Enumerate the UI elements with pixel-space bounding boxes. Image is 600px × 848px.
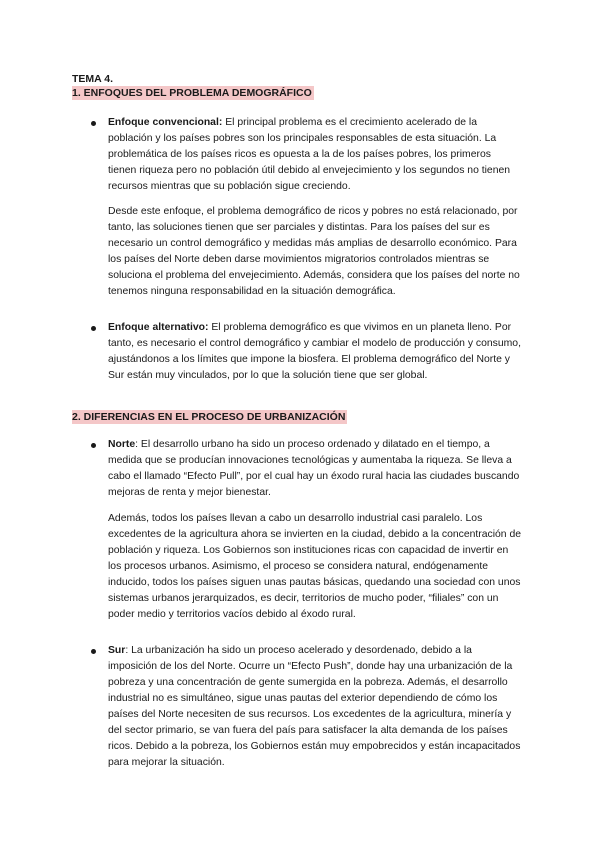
list-item-norte [108, 437, 522, 501]
section-heading-text: 2. DIFERENCIAS EN EL PROCESO DE URBANIZACIÓN [72, 411, 346, 423]
section-heading-enfoques [72, 86, 314, 101]
item-text: El problema demográfico es que vivimos en un planeta lleno. Por tanto, es necesario el control demográfico y cambiar el modelo de producción y consumo, ajustándonos a los límites que impone la biosfera. El problema demográfico del Norte y Sur están muy vinculados, por lo que la solución tiene que ser global. [108, 322, 521, 381]
paragraph-enfoque-convencional-continuation: Desde este enfoque, el problema demográfico de ricos y pobres no está relacionado, por tanto, las soluciones tienen que ser parciales y distintas. Para los países del sur es necesario un control demográfico y medidas más amplias de desarrollo económico. Para los países del Norte deben darse movimientos migratorios controlados mientras se soluciona el problema del envejecimiento. Además, considera que los países del norte no tenemos ninguna responsabilidad en la situación demográfica. [108, 206, 520, 297]
list-item-enfoque-alternativo [108, 320, 522, 384]
list-item-sur [108, 643, 522, 771]
bullet-icon [91, 121, 96, 126]
item-text: El principal problema es el crecimiento acelerado de la población y los países pobres son los principales responsables de esta situación. La problemática de los países ricos es opuesta a la de los países pobres, los primeros tienen riqueza pero no población útil debido al envejecimiento y los segundos no tienen recursos mientras que su población sigue creciendo. [108, 117, 511, 192]
bullet-icon [91, 443, 96, 448]
bullet-icon [91, 326, 96, 331]
item-lead: Enfoque alternativo: [108, 322, 209, 333]
section-heading-urbanizacion [72, 410, 347, 425]
list-item-enfoque-convencional [108, 115, 522, 195]
item-text: : El desarrollo urbano ha sido un proceso ordenado y dilatado en el tiempo, a medida que se producían innovaciones tecnológicas y aumentaba la riqueza. Se lleva a cabo el llamado “Efecto Pull”, por el cual hay un éxodo rural hacia las ciudades buscando mejoras de renta y mejor bienestar. [108, 439, 520, 498]
item-lead: Enfoque convencional: [108, 117, 223, 128]
section-heading-text: 1. ENFOQUES DEL PROBLEMA DEMOGRÁFICO [72, 87, 312, 99]
paragraph-norte-continuation: Además, todos los países llevan a cabo un desarrollo industrial casi paralelo. Los excedentes de la agricultura ahora se invierten en la ciudad, debido a la concentración de población y riqueza. Los Gobiernos son instituciones ricas con capacidad de invertir en los procesos urbanos. Asimismo, el proceso se considera natural, endógenamente inducido, todos los países siguen unas pautas básicas, quedando una sociedad con unos sistemas urbanos jerarquizados, es decir, territorios de mucho poder, “filiales” con un poder medio y territorios vacíos debido al éxodo rural. [108, 513, 522, 620]
bullet-icon [91, 649, 96, 654]
item-lead: Norte [108, 439, 136, 450]
item-lead: Sur [108, 645, 126, 656]
item-text: : La urbanización ha sido un proceso acelerado y desordenado, debido a la imposición de los del Norte. Ocurre un “Efecto Push”, donde hay una urbanización de la pobreza y una concentración de gente sumergida en la pobreza. Además, el desarrollo industrial no es simultáneo, sigue unas pautas del exterior dependiendo de cómo los países del Norte necesiten de sus recursos. Los excedentes de la agricultura, minería y del sector primario, se van fuera del país para satisfacer la alta demanda de los países ricos. Debido a la pobreza, los Gobiernos están muy empobrecidos y están incapacitados para mejorar la situación. [108, 645, 521, 768]
document-title: TEMA 4. [72, 73, 114, 85]
